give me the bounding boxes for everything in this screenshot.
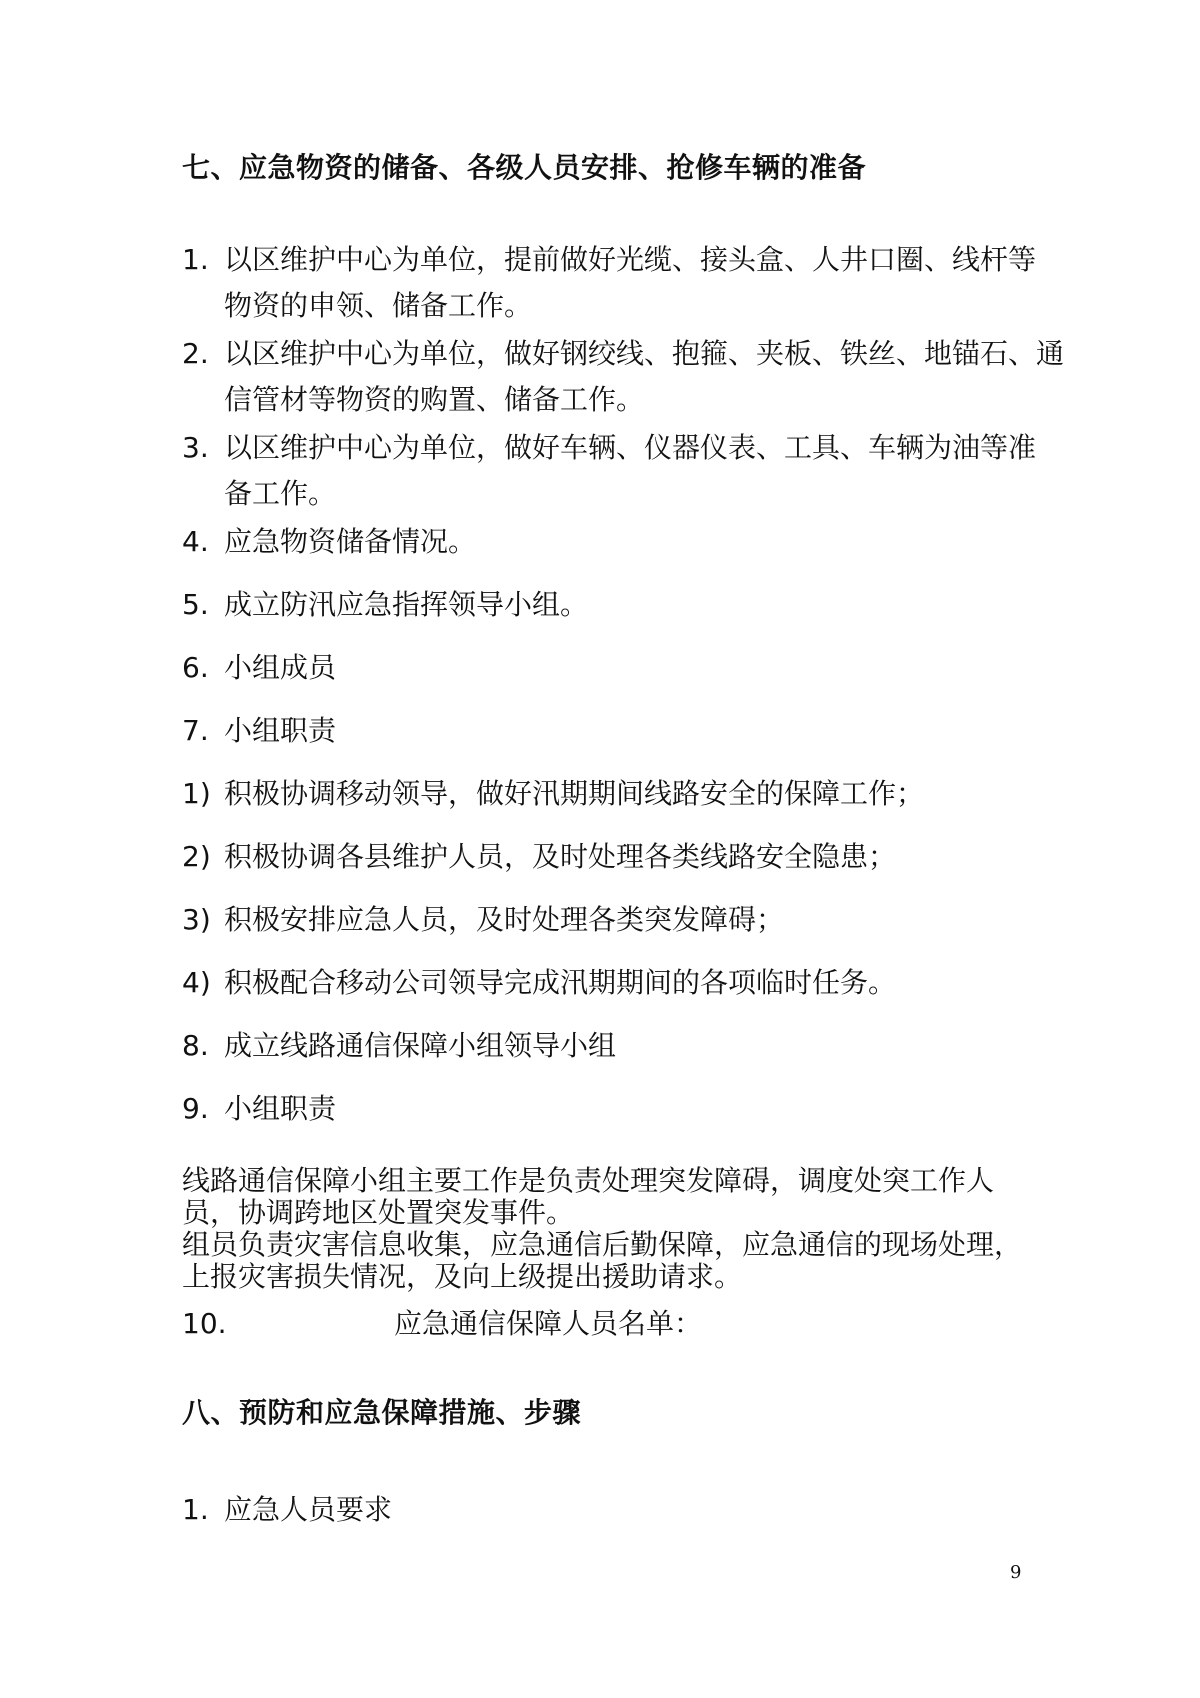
section-8-heading: 八、预防和应急保障措施、步骤	[182, 1396, 582, 1429]
item-text: 小组职责	[224, 1092, 337, 1125]
item-number: 8.	[182, 1029, 209, 1062]
item-text: 积极协调移动领导，做好汛期期间线路安全的保障工作；	[224, 777, 925, 810]
item-text: 积极安排应急人员，及时处理各类突发障碍；	[224, 903, 785, 936]
item-number: 1)	[182, 777, 211, 810]
list-item-2-continuation: 信管材等物资的购置、储备工作。	[224, 383, 645, 416]
item-text: 积极配合移动公司领导完成汛期期间的各项临时任务。	[224, 966, 897, 999]
item-number: 1.	[182, 243, 209, 276]
item-number: 7.	[182, 714, 209, 747]
item-text: 应急通信保障人员名单：	[394, 1307, 703, 1340]
item-number: 6.	[182, 651, 209, 684]
list-item-4	[182, 519, 476, 565]
item-text: 以区维护中心为单位，提前做好光缆、接头盒、人井口圈、线杆等	[224, 243, 1037, 276]
list-item-6	[182, 645, 336, 691]
list-item-3-continuation: 备工作。	[224, 477, 337, 510]
item-number: 4.	[182, 525, 209, 558]
item-text: 以区维护中心为单位，做好车辆、仪器仪表、工具、车辆为油等准	[224, 431, 1037, 464]
list-item-5	[182, 582, 588, 628]
duty-item-2	[182, 834, 896, 880]
item-text: 积极协调各县维护人员，及时处理各类线路安全隐患；	[224, 840, 897, 873]
item-text: 成立防汛应急指挥领导小组。	[224, 588, 589, 621]
item-text: 小组成员	[224, 651, 337, 684]
list-item-7	[182, 708, 336, 754]
item-number: 2)	[182, 840, 211, 873]
list-item-10	[182, 1301, 702, 1347]
paragraph-line-3: 组员负责灾害信息收集，应急通信后勤保障，应急通信的现场处理，	[182, 1228, 1023, 1261]
paragraph-line-4: 上报灾害损失情况，及向上级提出援助请求。	[182, 1260, 743, 1293]
duty-item-4	[182, 960, 896, 1006]
list-item-9	[182, 1086, 336, 1132]
section-7-heading: 七、应急物资的储备、各级人员安排、抢修车辆的准备	[182, 151, 867, 184]
list-item-2	[182, 331, 1064, 377]
item-text: 小组职责	[224, 714, 337, 747]
duty-item-1	[182, 771, 924, 817]
page-number: 9	[1010, 1562, 1022, 1583]
item-text: 应急人员要求	[224, 1493, 393, 1526]
duty-item-3	[182, 897, 784, 943]
item-number: 3.	[182, 431, 209, 464]
list-item-8	[182, 1023, 616, 1069]
list-item-1	[182, 237, 1036, 283]
section-8-list-item-1	[182, 1487, 392, 1533]
list-item-1-continuation: 物资的申领、储备工作。	[224, 289, 533, 322]
item-number: 5.	[182, 588, 209, 621]
list-item-3	[182, 425, 1036, 471]
item-number: 1.	[182, 1493, 209, 1526]
paragraph-line-1: 线路通信保障小组主要工作是负责处理突发障碍，调度处突工作人	[182, 1164, 995, 1197]
item-text: 成立线路通信保障小组领导小组	[224, 1029, 617, 1062]
item-number: 3)	[182, 903, 211, 936]
item-number: 4)	[182, 966, 211, 999]
item-text: 以区维护中心为单位，做好钢绞线、抱箍、夹板、铁丝、地锚石、通	[224, 337, 1065, 370]
item-number: 10.	[182, 1307, 227, 1340]
item-number: 9.	[182, 1092, 209, 1125]
paragraph-line-2: 员，协调跨地区处置突发事件。	[182, 1196, 575, 1229]
item-number: 2.	[182, 337, 209, 370]
item-text: 应急物资储备情况。	[224, 525, 477, 558]
